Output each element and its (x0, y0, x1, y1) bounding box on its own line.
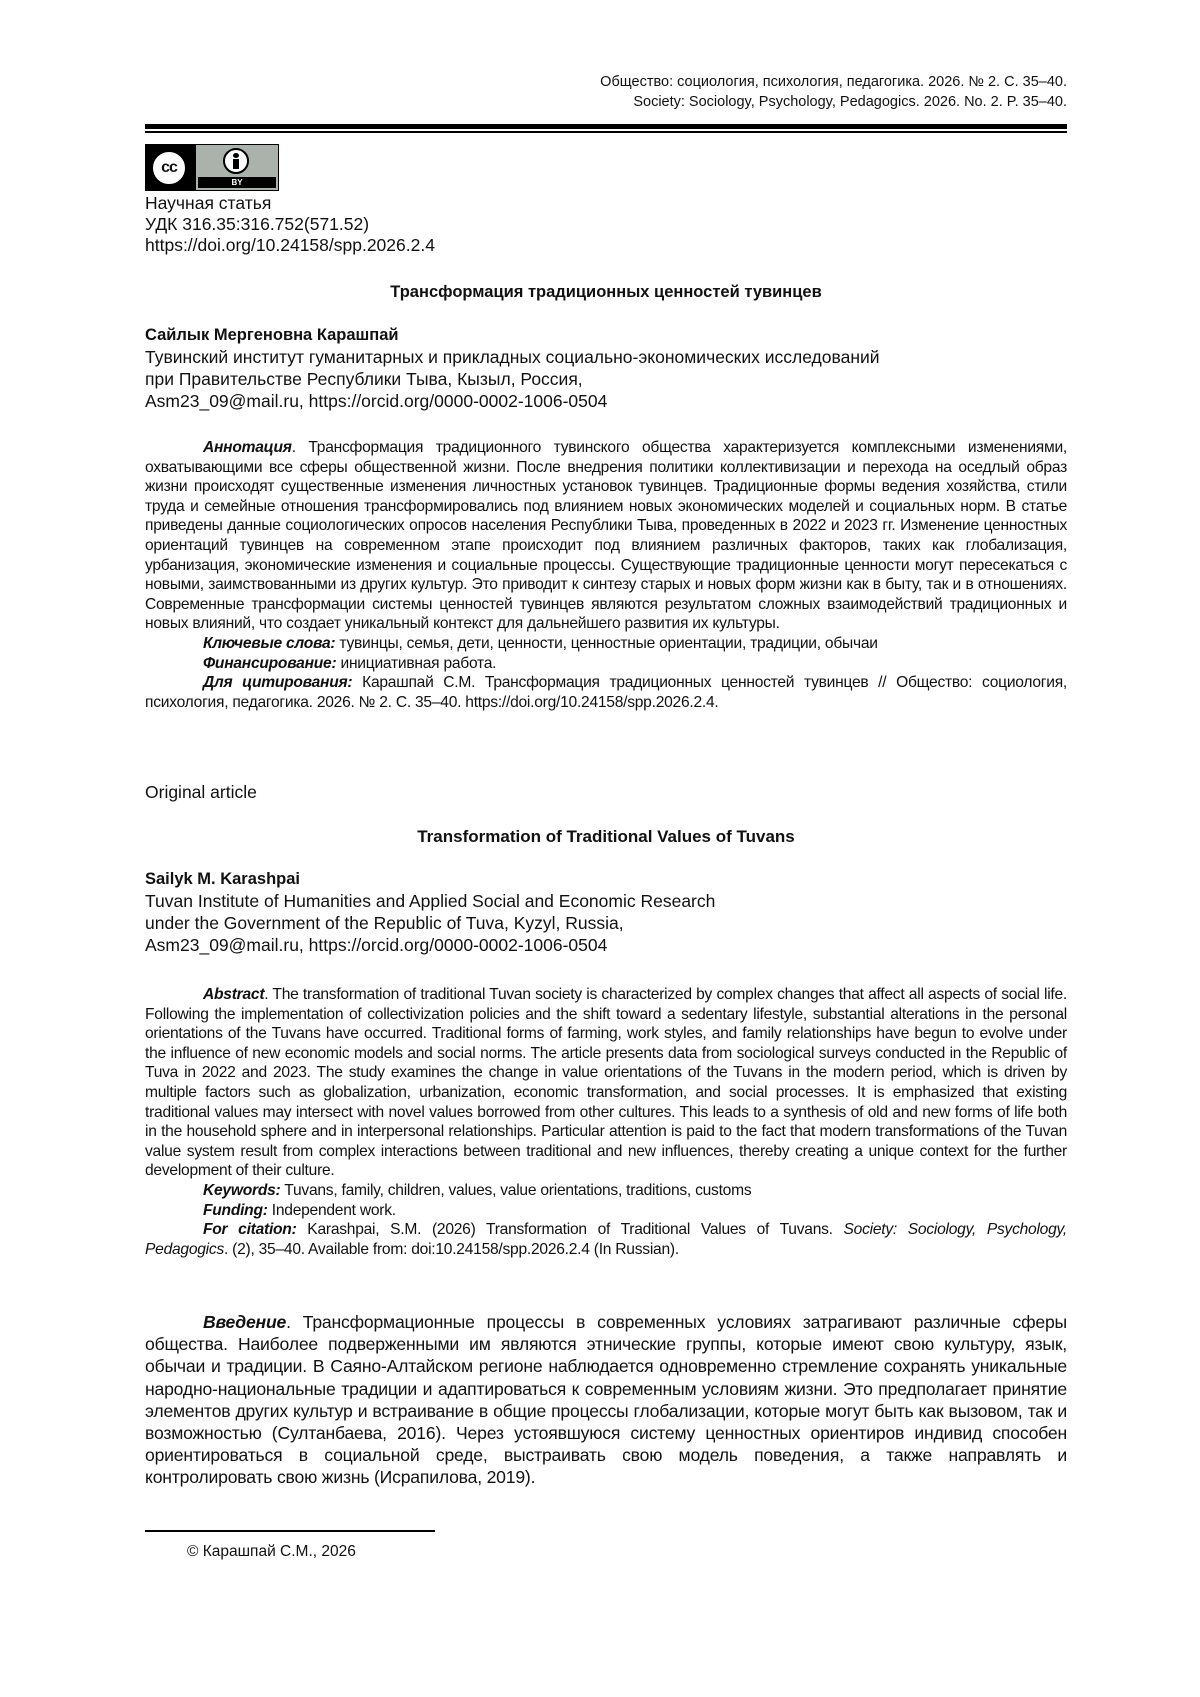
abstract-label-en: Abstract (203, 986, 265, 1003)
article-title-en: Transformation of Traditional Values of Tuvans (417, 827, 795, 846)
author-name-ru: Сайлык Мергеновна Карашпай (145, 326, 399, 344)
abstract-paragraph-en (145, 985, 1067, 1181)
affiliation-line-2-en: under the Government of the Republic of Tuva, Kyzyl, Russia, (145, 913, 624, 933)
keywords-label-en: Keywords: (203, 1181, 281, 1199)
citation-text-ru: Карашпай С.М. Трансформация традиционных ценностей тувинцев // Общество: социология, психология, педагогика. 2026. № 2. С. 35–40. https://doi.org/10.24158/spp.2026.2.4. (145, 674, 1067, 711)
funding-text-en: Independent work. (267, 1201, 396, 1219)
article-type-ru: Научная статья (145, 193, 272, 213)
cc-by-license-icon (145, 144, 279, 191)
affiliation-line-1-ru: Тувинский институт гуманитарных и прикладных социально-экономических исследований (145, 347, 880, 367)
article-type-en: Original article (145, 782, 257, 802)
citation-label-en: For citation: (203, 1221, 297, 1239)
header-rule-thick (145, 124, 1067, 129)
funding-label-en: Funding: (203, 1201, 268, 1219)
funding-label-ru: Финансирование: (203, 654, 337, 672)
citation-journal-en: Society: Sociology, Psychology, Pedagogics (145, 1221, 1068, 1258)
journal-citation-en: Society: Sociology, Psychology, Pedagogics. 2026. No. 2. P. 35–40. (633, 94, 1067, 110)
author-name-en: Sailyk M. Karashpai (145, 870, 300, 888)
article-meta-ru (145, 193, 435, 256)
citation-text-en-pre: Karashpai, S.M. (2026) Transformation of Traditional Values of Tuvans. (296, 1221, 844, 1239)
header-rule-thin (145, 131, 1067, 133)
author-block-ru (145, 324, 880, 412)
introduction-text: . Трансформационные процессы в современных условиях затрагивают различные сферы общества. Наиболее подверженными им являются этнические группы, которые имеют свою культуру, язык, обычаи и традиции. В Саяно-Алтайском регионе наблюдается одновременно стремление сохранять уникальные народно-национальные традиции и адаптироваться к современным условиям жизни. Это предполагает принятие элементов других культур и встраивание в общие процессы глобализации, которые могут быть как вызовом, так и возможностью (Султанбаева, 2016). Через устоявшуюся систему ценностных ориентиров индивид способен ориентироваться в социальной среде, выстраивать свою модель поведения, а также направлять и контролировать свою жизнь (Исрапилова, 2019). (145, 1312, 1067, 1488)
author-contacts-ru[interactable]: Asm23_09@mail.ru, https://orcid.org/0000-0002-1006-0504 (145, 391, 608, 411)
running-head (600, 72, 1067, 112)
abstract-text-en: . The transformation of traditional Tuvan society is characterized by complex changes that affect all aspects of social life. Following the implementation of collectivization policies and the shift toward a sedentary lifestyle, substantial alterations in the personal orientations of the Tuvans have occurred. Traditional forms of farming, work styles, and family relationships have begun to evolve under the influence of new economic models and social norms. The article presents data from sociological surveys conducted in the Republic of Tuva in 2022 and 2023. The study examines the change in value orientations of the Tuvans in the modern period, which is driven by multiple factors such as globalization, urbanization, economic transformation, and social processes. It is emphasized that existing traditional values may intersect with novel values borrowed from other cultures. This leads to a synthesis of old and new forms of life both in the household sphere and in interpersonal relationships. Particular attention is paid to the fact that modern transformations of the Tuvan value system result from complex interactions between traditional and new influences, thereby creating a unique context for the further development of their culture. (145, 986, 1067, 1180)
article-title-ru: Трансформация традиционных ценностей тувинцев (390, 283, 822, 301)
keywords-en (145, 1181, 1067, 1201)
attribution-person-icon (223, 148, 249, 174)
funding-en (145, 1201, 1067, 1221)
abstract-text-ru: . Трансформация традиционного тувинского общества характеризуется комплексными изменениями, охватывающими все сферы общественной жизни. После внедрения политики коллективизации и перехода на оседлый образ жизни происходят существенные изменения личностных установок тувинцев. Традиционные формы ведения хозяйства, стили труда и семейные отношения трансформировались под влиянием новых экономических моделей и социальных норм. В статье приведены данные социологических опросов населения Республики Тыва, проведенных в 2022 и 2023 гг. Изменение ценностных ориентаций тувинцев на современном этапе происходит под влиянием различных факторов, таких как глобализация, урбанизация, экономические изменения и социальные процессы. Существующие традиционные ценности могут пересекаться с новыми, заимствованными из других культур. Это приводит к синтезу старых и новых форм жизни как в быту, так и в отношениях. Современные трансформации системы ценностей тувинцев являются результатом сложных взаимодействий традиционных и новых влияний, что создает уникальный контекст для дальнейшего развития их культуры. (145, 439, 1067, 633)
introduction-section (145, 1311, 1067, 1489)
citation-en (145, 1220, 1067, 1259)
funding-ru (145, 654, 1067, 674)
person-head-shape (233, 153, 239, 158)
introduction-label: Введение (203, 1312, 287, 1332)
author-contacts-en[interactable]: Asm23_09@mail.ru, https://orcid.org/0000-0002-1006-0504 (145, 935, 608, 955)
journal-citation-ru: Общество: социология, психология, педагогика. 2026. № 2. С. 35–40. (600, 74, 1067, 90)
keywords-ru (145, 634, 1067, 654)
footnote-rule (145, 1530, 435, 1532)
doi-link[interactable]: https://doi.org/10.24158/spp.2026.2.4 (145, 235, 435, 255)
abstract-paragraph-ru (145, 438, 1067, 634)
keywords-label-ru: Ключевые слова: (203, 634, 336, 652)
keywords-text-en: Tuvans, family, children, values, value orientations, traditions, customs (280, 1181, 752, 1199)
affiliation-line-2-ru: при Правительстве Республики Тыва, Кызыл, Россия, (145, 369, 583, 389)
by-label: BY (198, 177, 276, 188)
introduction-paragraph (145, 1311, 1067, 1489)
author-block-en (145, 868, 715, 956)
abstract-section-en (145, 985, 1067, 1259)
citation-label-ru: Для цитирования: (203, 674, 353, 692)
abstract-label-ru: Аннотация (203, 439, 292, 456)
funding-text-ru: инициативная работа. (336, 654, 497, 672)
person-body-shape (233, 159, 239, 169)
abstract-section-ru (145, 438, 1067, 712)
udc-code: УДК 316.35:316.752(571.52) (145, 214, 370, 234)
citation-ru (145, 673, 1067, 712)
citation-text-en-post: . (2), 35–40. Available from: doi:10.24158/spp.2026.2.4 (In Russian). (224, 1240, 679, 1258)
keywords-text-ru: тувинцы, семья, дети, ценности, ценностные ориентации, традиции, обычаи (335, 634, 878, 652)
cc-logo-icon: cc (150, 149, 188, 187)
copyright-footnote: © Карашпай С.М., 2026 (187, 1543, 356, 1560)
affiliation-line-1-en: Tuvan Institute of Humanities and Applied Social and Economic Research (145, 891, 716, 911)
